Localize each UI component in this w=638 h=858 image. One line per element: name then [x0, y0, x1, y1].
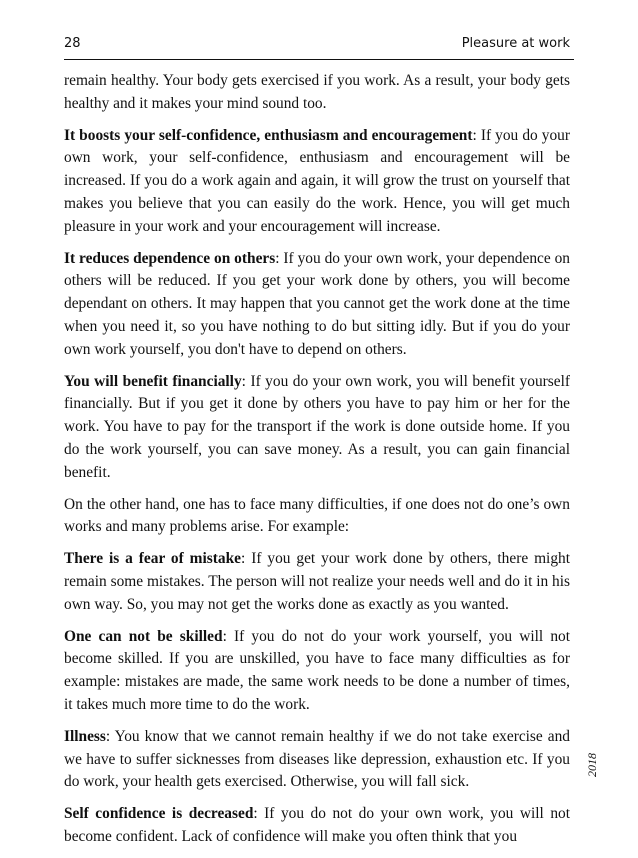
paragraph-heading: It boosts your self-confidence, enthusiasm and encouragement: [64, 126, 473, 144]
paragraph-difficulties: [64, 494, 570, 540]
paragraph-self-confidence: [64, 125, 570, 239]
header-rule: [64, 59, 574, 60]
paragraph-text: : If you do your own work, your dependence on others will be reduced. If you get your work done by others, you will become dependant on others. It may happen that you cannot get the work done at the time when you need it, so you have nothing to do but sitting idly. But if you do your own work yourself, you don't have to depend on others.: [64, 249, 570, 358]
paragraph-confidence-decreased: [64, 803, 570, 849]
paragraph-heading: It reduces dependence on others: [64, 249, 276, 267]
paragraph-text: remain healthy. Your body gets exercised if you work. As a result, your body gets healthy and it makes your mind sound too.: [64, 72, 570, 112]
paragraph-not-skilled: [64, 626, 570, 717]
page-header: [64, 36, 570, 51]
page-number: 28: [64, 36, 81, 51]
paragraph-heading: Self confidence is decreased: [64, 805, 254, 823]
paragraph-text: : If you do not do your work yourself, you will not become skilled. If you are unskilled, you have to face many difficulties as for example: mistakes are made, the same work needs to be done a number of times, it takes much more time to do the work.: [64, 627, 570, 713]
paragraph-dependence: [64, 248, 570, 362]
paragraph-fear-of-mistake: [64, 548, 570, 616]
paragraph-text: : If you do your own work, you will benefit yourself financially. But if you get it done by others you have to pay him or her for the work. You have to pay for the transport if the work is done outside home. If you do the work yourself, you can save money. As a result, you can gain financial benefit.: [64, 372, 570, 481]
side-year-label: 2018: [585, 753, 599, 777]
paragraph-text: On the other hand, one has to face many difficulties, if one does not do one’s own works and many problems arise. For example:: [64, 495, 570, 536]
paragraph-text: : If you do your own work, your self-confidence, enthusiasm and encouragement will be increased. If you do a work again and again, it will grow the trust on yourself that makes you believe that you can easily do the work. Hence, you will get much pleasure in your work and your encouragement will increase.: [64, 126, 571, 235]
paragraph-heading: Illness: [64, 727, 106, 745]
paragraph-heading: One can not be skilled: [64, 627, 223, 645]
paragraph-text: : You know that we cannot remain healthy if we do not take exercise and we have to suffer sicknesses from diseases like depression, exhaustion etc. If you do work, your health gets exercised. Otherwise, you will fall sick.: [64, 727, 570, 791]
paragraph-text: : If you get your work done by others, there might remain some mistakes. The person will not realize your needs well and do it in his own way. So, you may not get the works done as exactly as you wanted.: [64, 550, 570, 613]
paragraph-text: : If you do not do your own work, you will not become confident. Lack of confidence will make you often think that you: [64, 805, 570, 845]
paragraph-financial: [64, 371, 570, 485]
body-text: [64, 70, 570, 858]
running-title: Pleasure at work: [461, 36, 570, 51]
paragraph-illness: [64, 726, 570, 794]
paragraph-heading: There is a fear of mistake: [64, 550, 241, 568]
paragraph-heading: You will benefit financially: [64, 372, 242, 390]
paragraph-continuation: [64, 70, 570, 116]
